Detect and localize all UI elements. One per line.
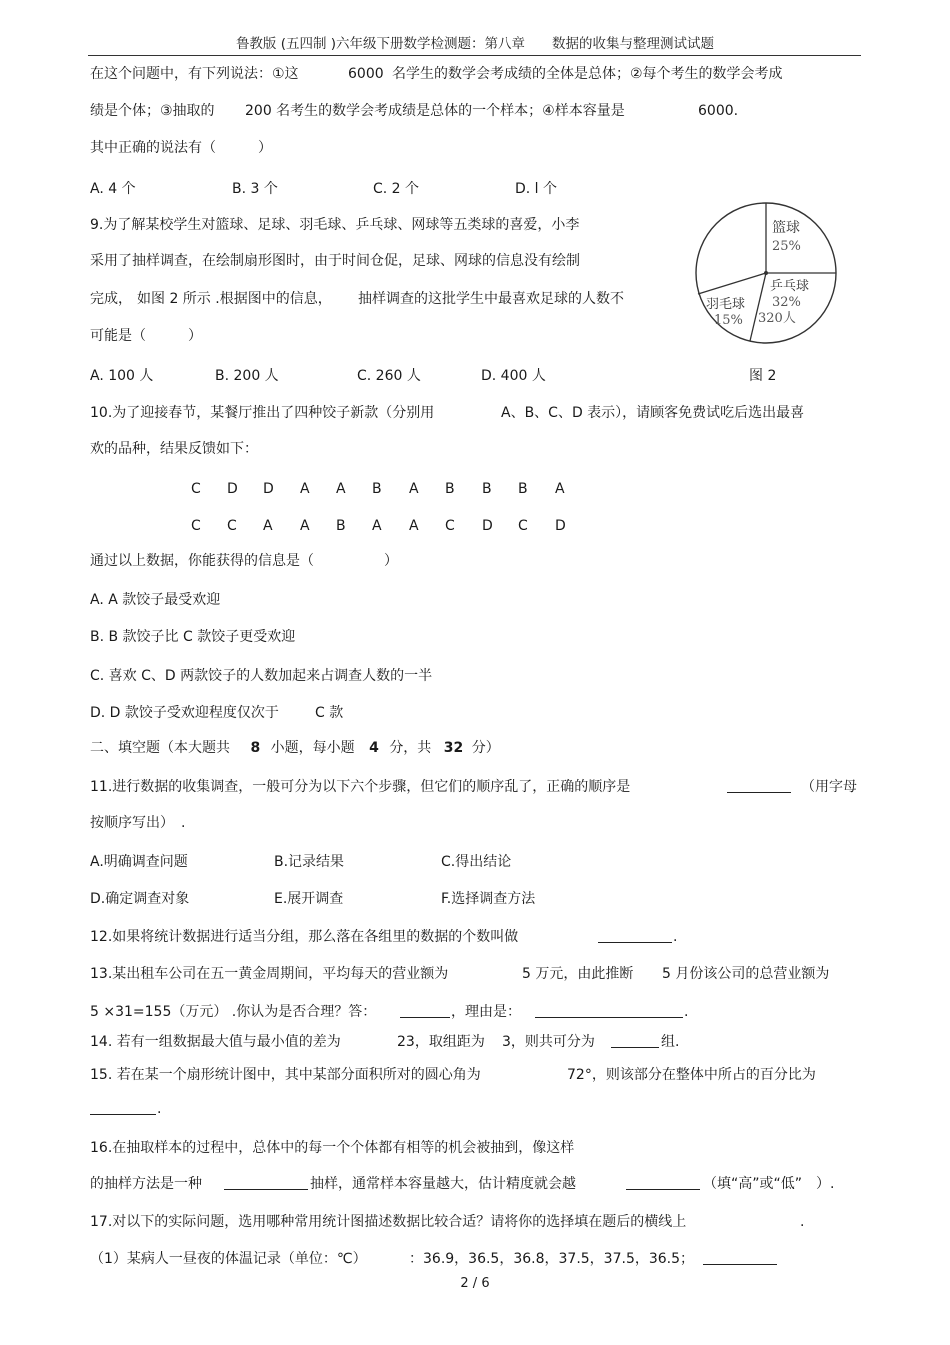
q8-option-b: B. 3 个: [232, 181, 278, 197]
q15-end: .: [157, 1101, 162, 1117]
pie-pct-basketball: 25%: [772, 239, 801, 254]
q13-line1a: 13.某出租车公司在五一黄金周期间，平均每天的营业额为: [90, 966, 449, 982]
q10-option-c: C. 喜欢 C、D 两款饺子的人数加起来占调查人数的一半: [90, 668, 433, 684]
q13-line1c: 5 月份该公司的总营业额为: [662, 966, 830, 982]
feedback-cell: C: [191, 518, 201, 534]
q10-line1b: A、B、C、D 表示），请顾客免费试吃后选出最喜: [501, 405, 805, 421]
q12-text: 12.如果将统计数据进行适当分组，那么落在各组里的数据的个数叫做: [90, 929, 519, 945]
pie-center: [764, 271, 768, 275]
q17-line1: 17.对以下的实际问题，选用哪种常用统计图描述数据比较合适？请将你的选择填在题后的横线上: [90, 1214, 687, 1230]
q14-c: 3，则共可分为: [502, 1034, 595, 1050]
section-heading-count: 8: [250, 740, 261, 756]
section-heading-g: 分）: [471, 740, 500, 756]
q14-answer-blank[interactable]: [611, 1033, 659, 1048]
q8-option-c: C. 2 个: [373, 181, 420, 197]
q13-answer-blank[interactable]: [400, 1003, 450, 1018]
feedback-cell: A: [300, 518, 310, 534]
q11-line1b: （用字母: [801, 779, 857, 795]
q16-answer-blank-1[interactable]: [224, 1175, 308, 1190]
q12-answer-blank[interactable]: [598, 928, 672, 943]
q9-option-d: D. 400 人: [481, 368, 546, 384]
q9-option-c: C. 260 人: [357, 368, 421, 384]
feedback-cell: C: [191, 481, 201, 497]
q10-option-a: A. A 款饺子最受欢迎: [90, 592, 221, 608]
feedback-cell: D: [263, 481, 274, 497]
q8-line2a: 绩是个体；③抽取的: [90, 103, 215, 119]
section-heading: [90, 739, 500, 757]
q14-a: 14. 若有一组数据最大值与最小值的差为: [90, 1034, 341, 1050]
section-heading-c: 小题，每小题: [270, 740, 355, 756]
feedback-cell: C: [518, 518, 528, 534]
feedback-cell: C: [445, 518, 455, 534]
q17-sub1b: ：36.9，36.5，36.8，37.5，37.5，36.5；: [409, 1251, 695, 1267]
q10-question: 通过以上数据，你能获得的信息是（ ）: [90, 553, 398, 569]
q11-step-d: D.确定调查对象: [90, 891, 190, 907]
q11-step-e: E.展开调查: [274, 891, 344, 907]
q15-a: 15. 若在某一个扇形统计图中，其中某部分面积所对的圆心角为: [90, 1067, 481, 1083]
feedback-cell: B: [445, 481, 455, 497]
q11-step-b: B.记录结果: [274, 854, 345, 870]
pie-divider-left: [698, 273, 766, 294]
pie-label-pingpong: 乒乓球: [770, 279, 810, 294]
feedback-cell: B: [482, 481, 492, 497]
header-divider: [88, 55, 861, 56]
feedback-cell: D: [555, 518, 566, 534]
pie-count-pingpong: 320人: [758, 311, 796, 326]
q8-line1a: 在这个问题中，有下列说法：①这: [90, 66, 299, 82]
q11-step-c: C.得出结论: [441, 854, 512, 870]
q9-option-b: B. 200 人: [215, 368, 279, 384]
section-heading-total: 32: [443, 740, 464, 756]
feedback-cell: A: [372, 518, 382, 534]
q16-line1: 16.在抽取样本的过程中，总体中的每一个个体都有相等的机会被抽到，像这样: [90, 1140, 575, 1156]
q9-line3a: 完成，: [90, 291, 132, 307]
feedback-cell: C: [227, 518, 237, 534]
q13-line2b: ，理由是：: [451, 1004, 521, 1020]
q8-line2c: 6000.: [698, 103, 739, 119]
q12-end: .: [673, 929, 678, 945]
q16-answer-blank-2[interactable]: [626, 1175, 700, 1190]
q14-d: 组.: [661, 1034, 680, 1050]
q17-line1-end: .: [800, 1214, 805, 1230]
q10-option-d-b: C 款: [315, 705, 344, 721]
page-header-title: 鲁教版 (五四制 )六年级下册数学检测题：第八章 数据的收集与整理测试试题: [235, 36, 715, 52]
feedback-cell: A: [263, 518, 273, 534]
q16-line2b: 抽样，通常样本容量越大，估计精度就会越: [310, 1176, 576, 1192]
q16-line2a: 的抽样方法是一种: [90, 1176, 202, 1192]
feedback-cell: B: [372, 481, 382, 497]
q11-step-a: A.明确调查问题: [90, 854, 188, 870]
pie-label-basketball: 篮球: [772, 220, 800, 236]
feedback-cell: A: [555, 481, 565, 497]
q9-line3c: 抽样调查的这批学生中最喜欢足球的人数不: [358, 291, 624, 307]
q15-b: 72°，则该部分在整体中所占的百分比为: [567, 1067, 816, 1083]
q11-line1: 11.进行数据的收集调查，一般可分为以下六个步骤，但它们的顺序乱了，正确的顺序是: [90, 779, 631, 795]
q13-line2c: .: [684, 1004, 689, 1020]
q16-line2c: （填“高”或“低” ）.: [703, 1176, 835, 1192]
q13-line2a: 5 ×31=155（万元） .你认为是否合理？答：: [90, 1004, 377, 1020]
feedback-cell: A: [409, 518, 419, 534]
q13-reason-blank[interactable]: [535, 1003, 683, 1018]
q9-line1: 9.为了解某校学生对篮球、足球、羽毛球、乒乓球、网球等五类球的喜爱，小李: [90, 217, 580, 233]
q9-question: 可能是（ ）: [90, 328, 202, 344]
pie-pct-pingpong: 32%: [772, 295, 801, 310]
q17-sub1a: （1）某病人一昼夜的体温记录（单位：℃）: [90, 1251, 367, 1267]
feedback-cell: D: [482, 518, 493, 534]
pie-label-badminton: 羽毛球: [706, 297, 746, 312]
q8-option-d: D. l 个: [515, 181, 558, 197]
section-heading-a: 二、填空题（本大题共: [90, 740, 230, 756]
feedback-cell: A: [336, 481, 346, 497]
q8-option-a: A. 4 个: [90, 181, 136, 197]
pie-figure: [692, 198, 842, 348]
feedback-cell: D: [227, 481, 238, 497]
figure-caption: 图 2: [749, 368, 777, 384]
q17-answer-blank[interactable]: [703, 1250, 777, 1265]
feedback-cell: B: [336, 518, 346, 534]
feedback-cell: A: [300, 481, 310, 497]
q13-line1b: 5 万元，由此推断: [522, 966, 634, 982]
q8-question: 其中正确的说法有（ ）: [90, 140, 272, 156]
q10-option-b: B. B 款饺子比 C 款饺子更受欢迎: [90, 629, 296, 645]
q8-line1b: 6000: [348, 66, 384, 82]
q10-option-d-a: D. D 款饺子受欢迎程度仅次于: [90, 705, 279, 721]
page-number: 2 / 6: [460, 1276, 490, 1291]
q15-answer-blank[interactable]: [90, 1100, 156, 1115]
pie-chart-svg: [692, 198, 842, 348]
q11-step-f: F.选择调查方法: [441, 891, 536, 907]
q9-line3b: 如图 2 所示 .根据图中的信息，: [137, 291, 332, 307]
pie-pct-badminton: 15%: [714, 313, 743, 328]
q10-line1a: 10.为了迎接春节，某餐厅推出了四种饺子新款（分别用: [90, 405, 435, 421]
section-heading-points: 4: [369, 740, 379, 756]
q11-line2: 按顺序写出） .: [90, 815, 186, 831]
pie-divider-bottom: [750, 273, 766, 341]
q9-line2: 采用了抽样调查，在绘制扇形图时，由于时间仓促，足球、网球的信息没有绘制: [90, 253, 580, 269]
q11-answer-blank[interactable]: [727, 778, 791, 793]
q8-line1c: 名学生的数学会考成绩的全体是总体；②每个考生的数学会考成: [392, 66, 783, 82]
q14-b: 23，取组距为: [397, 1034, 485, 1050]
section-heading-e: 分，共: [389, 740, 432, 756]
q10-line2: 欢的品种，结果反馈如下：: [90, 441, 258, 457]
feedback-cell: A: [409, 481, 419, 497]
q9-option-a: A. 100 人: [90, 368, 154, 384]
q8-line2b: 200 名考生的数学会考成绩是总体的一个样本；④样本容量是: [245, 103, 625, 119]
feedback-cell: B: [518, 481, 528, 497]
